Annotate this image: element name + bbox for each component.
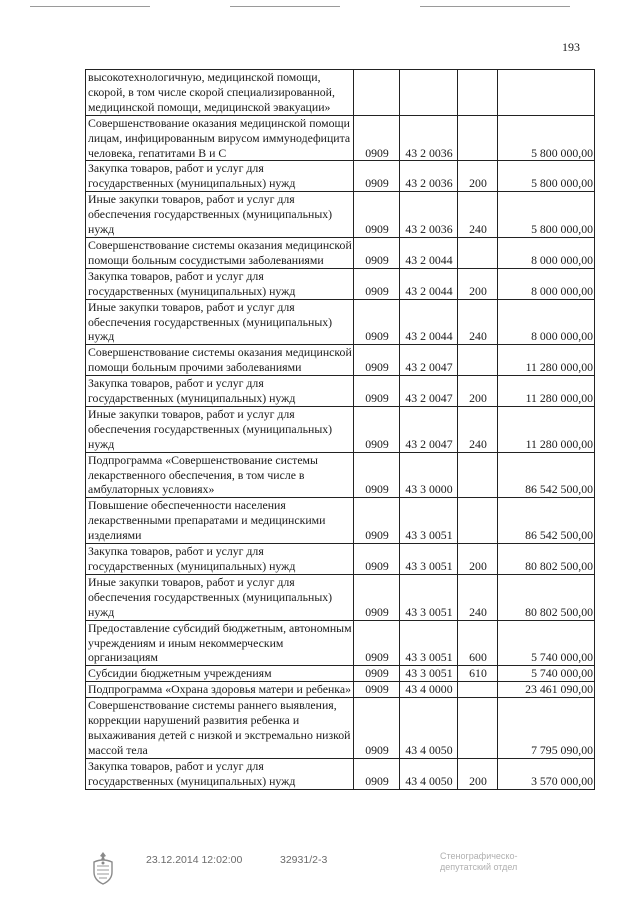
table-row: [86, 376, 595, 407]
row-target-code: 43 3 0051: [400, 666, 458, 682]
table-row: [86, 268, 595, 299]
budget-table: [85, 69, 595, 790]
row-name: Подпрограмма «Охрана здоровья матери и ребенка»: [86, 682, 354, 698]
row-amount: 80 802 500,00: [498, 544, 595, 575]
row-name: Совершенствование системы оказания медицинской помощи больным сосудистыми заболеваниями: [86, 237, 354, 268]
row-target-code: 43 2 0047: [400, 345, 458, 376]
row-expense-type: 200: [458, 376, 498, 407]
row-target-code: 43 3 0051: [400, 620, 458, 666]
row-expense-type: [458, 698, 498, 759]
table-row: [86, 115, 595, 161]
row-expense-type: 240: [458, 192, 498, 238]
row-amount: 5 740 000,00: [498, 666, 595, 682]
row-target-code: 43 3 0000: [400, 452, 458, 498]
row-name: Совершенствование системы раннего выявления, коррекции нарушений развития ребенка и выхаживания детей с низкой и экстремально низкой массой тела: [86, 698, 354, 759]
footer-doc-id: 32931/2-3: [280, 854, 328, 866]
row-amount: 8 000 000,00: [498, 237, 595, 268]
row-amount: 11 280 000,00: [498, 376, 595, 407]
row-section: 0909: [354, 498, 400, 544]
row-target-code: 43 2 0044: [400, 237, 458, 268]
row-name: Совершенствование системы оказания медицинской помощи больным прочими заболеваниями: [86, 345, 354, 376]
row-section: 0909: [354, 574, 400, 620]
row-target-code: 43 3 0051: [400, 498, 458, 544]
table-row: [86, 299, 595, 345]
row-name: Подпрограмма «Совершенствование системы лекарственного обеспечения, в том числе в амбулаторных условиях»: [86, 452, 354, 498]
row-name: Закупка товаров, работ и услуг для государственных (муниципальных) нужд: [86, 544, 354, 575]
row-expense-type: 240: [458, 406, 498, 452]
row-target-code: 43 2 0036: [400, 161, 458, 192]
row-name: Иные закупки товаров, работ и услуг для обеспечения государственных (муниципальных) нужд: [86, 192, 354, 238]
row-section: 0909: [354, 161, 400, 192]
row-expense-type: 600: [458, 620, 498, 666]
table-row: [86, 620, 595, 666]
row-amount: 8 000 000,00: [498, 299, 595, 345]
row-target-code: 43 3 0051: [400, 574, 458, 620]
row-name: Иные закупки товаров, работ и услуг для обеспечения государственных (муниципальных) нужд: [86, 299, 354, 345]
row-target-code: 43 4 0050: [400, 698, 458, 759]
row-section: 0909: [354, 682, 400, 698]
row-expense-type: 200: [458, 161, 498, 192]
row-section: 0909: [354, 115, 400, 161]
row-target-code: 43 2 0036: [400, 115, 458, 161]
table-row: [86, 498, 595, 544]
row-section: 0909: [354, 452, 400, 498]
table-row: [86, 758, 595, 789]
table-row: [86, 544, 595, 575]
row-target-code: 43 4 0000: [400, 682, 458, 698]
row-expense-type: [458, 237, 498, 268]
top-rule: [30, 6, 150, 7]
row-section: 0909: [354, 237, 400, 268]
table-row: [86, 406, 595, 452]
row-amount: 5 800 000,00: [498, 115, 595, 161]
row-section: 0909: [354, 376, 400, 407]
row-name: Закупка товаров, работ и услуг для государственных (муниципальных) нужд: [86, 376, 354, 407]
row-amount: 5 800 000,00: [498, 161, 595, 192]
row-name: высокотехнологичную, медицинской помощи, скорой, в том числе скорой специализированной, медицинской помощи, медицинской эвакуации»: [86, 70, 354, 116]
row-section: 0909: [354, 299, 400, 345]
table-row: [86, 698, 595, 759]
row-expense-type: 200: [458, 544, 498, 575]
top-rule: [420, 6, 570, 7]
row-target-code: 43 2 0044: [400, 268, 458, 299]
row-section: 0909: [354, 620, 400, 666]
footer-timestamp: 23.12.2014 12:02:00: [146, 854, 243, 866]
row-expense-type: 200: [458, 758, 498, 789]
row-section: 0909: [354, 345, 400, 376]
footer-stamp: Стенографическо-депутатский отдел: [440, 851, 518, 872]
table-row: [86, 161, 595, 192]
row-section: 0909: [354, 544, 400, 575]
row-section: 0909: [354, 192, 400, 238]
row-section: 0909: [354, 666, 400, 682]
table-row: [86, 666, 595, 682]
row-target-code: 43 2 0047: [400, 376, 458, 407]
row-expense-type: [458, 682, 498, 698]
row-name: Повышение обеспеченности населения лекарственными препаратами и медицинскими изделиями: [86, 498, 354, 544]
row-name: Субсидии бюджетным учреждениям: [86, 666, 354, 682]
page-number: 193: [562, 40, 580, 54]
row-target-code: 43 2 0036: [400, 192, 458, 238]
row-amount: 3 570 000,00: [498, 758, 595, 789]
table-row: [86, 192, 595, 238]
row-section: [354, 70, 400, 116]
row-target-code: 43 4 0050: [400, 758, 458, 789]
row-amount: 23 461 090,00: [498, 682, 595, 698]
row-amount: 11 280 000,00: [498, 406, 595, 452]
row-name: Иные закупки товаров, работ и услуг для обеспечения государственных (муниципальных) нужд: [86, 574, 354, 620]
row-amount: 5 800 000,00: [498, 192, 595, 238]
table-row: [86, 237, 595, 268]
top-rule: [230, 6, 340, 7]
row-name: Закупка товаров, работ и услуг для государственных (муниципальных) нужд: [86, 758, 354, 789]
table-row: [86, 345, 595, 376]
row-name: Совершенствование оказания медицинской помощи лицам, инфицированным вирусом иммунодефицита человека, гепатитами В и С: [86, 115, 354, 161]
row-expense-type: 200: [458, 268, 498, 299]
row-target-code: 43 2 0047: [400, 406, 458, 452]
row-expense-type: [458, 452, 498, 498]
row-amount: 8 000 000,00: [498, 268, 595, 299]
row-section: 0909: [354, 758, 400, 789]
row-expense-type: [458, 115, 498, 161]
coat-of-arms-icon: [88, 850, 118, 886]
row-amount: [498, 70, 595, 116]
table-row: [86, 682, 595, 698]
row-expense-type: 240: [458, 299, 498, 345]
row-expense-type: 240: [458, 574, 498, 620]
row-amount: 86 542 500,00: [498, 498, 595, 544]
row-section: 0909: [354, 698, 400, 759]
row-section: 0909: [354, 268, 400, 299]
table-row: [86, 574, 595, 620]
row-expense-type: 610: [458, 666, 498, 682]
row-amount: 7 795 090,00: [498, 698, 595, 759]
table-row: [86, 70, 595, 116]
row-amount: 11 280 000,00: [498, 345, 595, 376]
row-target-code: 43 2 0044: [400, 299, 458, 345]
row-section: 0909: [354, 406, 400, 452]
row-name: Иные закупки товаров, работ и услуг для обеспечения государственных (муниципальных) нужд: [86, 406, 354, 452]
row-name: Предоставление субсидий бюджетным, автономным учреждениям и иным некоммерческим организациям: [86, 620, 354, 666]
row-amount: 5 740 000,00: [498, 620, 595, 666]
row-target-code: 43 3 0051: [400, 544, 458, 575]
row-expense-type: [458, 345, 498, 376]
row-target-code: [400, 70, 458, 116]
row-name: Закупка товаров, работ и услуг для государственных (муниципальных) нужд: [86, 161, 354, 192]
row-expense-type: [458, 70, 498, 116]
row-expense-type: [458, 498, 498, 544]
row-name: Закупка товаров, работ и услуг для государственных (муниципальных) нужд: [86, 268, 354, 299]
row-amount: 86 542 500,00: [498, 452, 595, 498]
table-row: [86, 452, 595, 498]
row-amount: 80 802 500,00: [498, 574, 595, 620]
